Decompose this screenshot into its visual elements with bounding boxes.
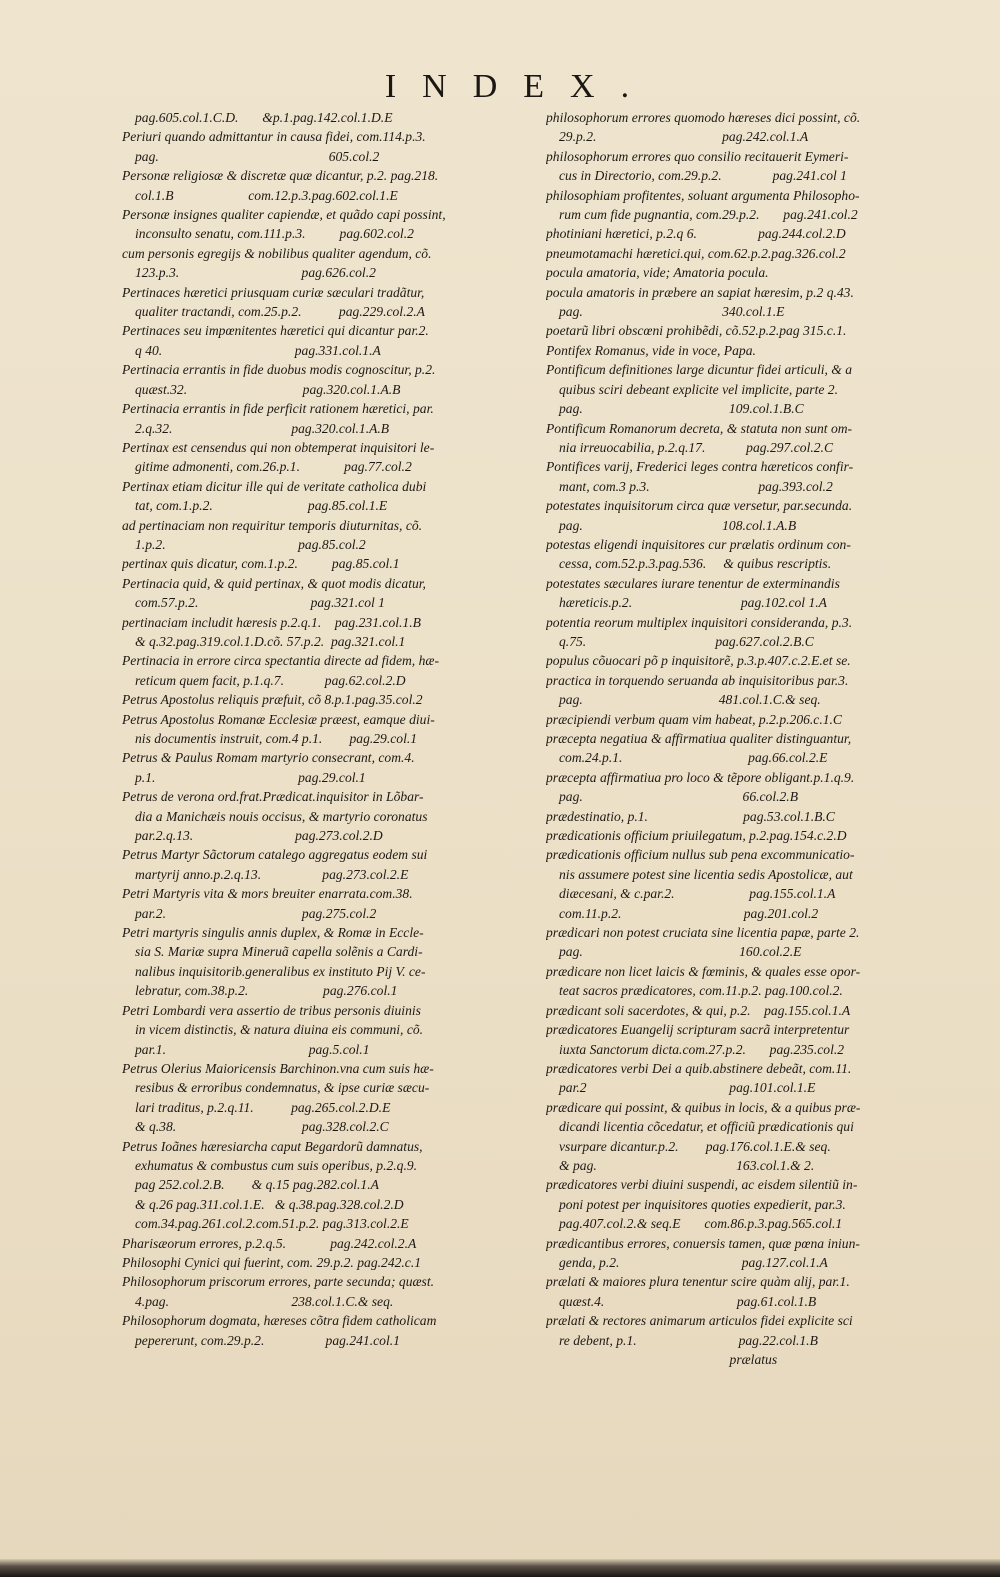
index-entry: [122, 923, 548, 1001]
index-entry: [546, 729, 980, 768]
index-entry: [546, 360, 980, 418]
index-entry-line: philosophiam profitentes, soluant argumenta Philosopho-: [546, 187, 860, 203]
index-entry-line: q 40. pag.331.col.1.A: [135, 342, 381, 358]
index-entry-line: exhumatus & combustus cum suis operibus, p.2.q.9.: [135, 1157, 418, 1173]
index-entry-line: col.1.B com.12.p.3.pag.602.col.1.E: [135, 187, 398, 203]
index-entry-line: prædicant soli sacerdotes, & qui, p.2. pag.155.col.1.A: [546, 1002, 851, 1018]
index-entry: [122, 845, 548, 884]
index-entry-line: populus cõuocari põ p inquisitorẽ, p.3.p.407.c.2.E.et se.: [546, 653, 851, 669]
index-entry-line: teat sacros prædicatores, com.11.p.2. pag.100.col.2.: [559, 983, 843, 999]
index-entry: [546, 962, 980, 1001]
index-entry: [546, 1059, 980, 1098]
index-entry: [546, 341, 980, 360]
index-entry-line: diæcesani, & c.par.2. pag.155.col.1.A: [559, 886, 836, 902]
index-entry-line: philosophorum errores quo consilio recitauerit Eymeri-: [546, 148, 849, 164]
index-entry-line: pag. 109.col.1.B.C: [559, 401, 804, 417]
index-entry: [546, 1020, 980, 1059]
index-entry-line: quæst.32. pag.320.col.1.A.B: [135, 381, 401, 397]
index-entry-line: Personæ religiosæ & discretæ quæ dicantur, p.2. pag.218.: [122, 168, 439, 184]
index-entry: [546, 1001, 980, 1020]
index-entry: [546, 826, 980, 845]
index-entry-line: cum personis egregijs & nobilibus qualiter agendum, cõ.: [122, 245, 432, 261]
index-entry: [546, 845, 980, 923]
index-entry-line: Philosophorum dogmata, hæreses cõtra fidem catholicam: [122, 1313, 437, 1329]
index-entry: [546, 1311, 980, 1350]
index-entry-line: vsurpare dicantur.p.2. pag.176.col.1.E.& seq.: [559, 1138, 831, 1154]
index-entry-line: Petrus Olerius Maioricensis Barchinon.vna cum suis hæ-: [122, 1060, 434, 1076]
index-entry: [122, 613, 548, 652]
index-entry-line: Pertinaces seu impœnitentes hæretici qui dicantur par.2.: [122, 323, 429, 339]
index-entry: [546, 535, 980, 574]
index-entry-line: hæreticis.p.2. pag.102.col 1.A: [559, 595, 827, 611]
index-entry: [546, 768, 980, 807]
index-entry: [546, 651, 980, 670]
index-entry-line: Pontificum Romanorum decreta, & statuta non sunt om-: [546, 420, 853, 436]
index-entry-line: com.57.p.2. pag.321.col 1: [135, 595, 385, 611]
index-entry-line: poetarũ libri obscœni prohibẽdi, cõ.52.p.2.pag 315.c.1.: [546, 323, 847, 339]
index-entry-line: sia S. Mariæ supra Mineruã capella solẽnis a Cardi-: [135, 944, 423, 960]
index-entry-line: gitime admonenti, com.26.p.1. pag.77.col.2: [135, 459, 412, 475]
index-entry-line: Pontificum definitiones large dicuntur fidei articuli, & a: [546, 362, 853, 378]
index-entry-line: cus in Directorio, com.29.p.2. pag.241.col 1: [559, 168, 847, 184]
index-entry-line: 123.p.3. pag.626.col.2: [135, 265, 376, 281]
index-entry-line: Pertinax est censendus qui non obtemperat inquisitori le-: [122, 439, 435, 455]
index-entry-line: Petri martyris singulis annis duplex, & Romæ in Eccle-: [122, 925, 424, 941]
index-entry: [122, 108, 548, 127]
index-entry: [122, 554, 548, 573]
index-entry-line: iuxta Sanctorum dicta.com.27.p.2. pag.235.col.2: [559, 1041, 845, 1057]
index-entry: [122, 477, 548, 516]
index-entry-line: poni potest per inquisitores quoties expedierit, par.3.: [559, 1196, 846, 1212]
index-entry-line: Pertinacia errantis in fide perficit rationem hæretici, par.: [122, 401, 434, 417]
index-entry-line: prædicationis officium nullus sub pena excommunicatio-: [546, 847, 855, 863]
index-column-right: [546, 108, 980, 1369]
index-entry: [122, 283, 548, 322]
index-entry: [546, 1098, 980, 1176]
index-entry-line: pag. 108.col.1.A.B: [559, 517, 797, 533]
index-entry: [122, 787, 548, 845]
index-entry: [546, 224, 980, 243]
index-entry: [546, 283, 980, 322]
index-entry: [122, 399, 548, 438]
index-entry-line: Philosophorum priscorum errores, parte secunda; quæst.: [122, 1274, 435, 1290]
index-entry: [546, 807, 980, 826]
index-entry-line: genda, p.2. pag.127.col.1.A: [559, 1254, 828, 1270]
index-entry-line: & pag. 163.col.1.& 2.: [559, 1157, 815, 1173]
index-entry: [546, 419, 980, 458]
index-entry: [122, 516, 548, 555]
index-entry-line: præcepta affirmatiua pro loco & tẽpore obligant.p.1.q.9.: [546, 769, 855, 785]
index-entry: [122, 166, 548, 205]
index-entry-line: prælati & rectores animarum articulos fidei explicite sci: [546, 1313, 853, 1329]
index-entry-line: tat, com.1.p.2. pag.85.col.1.E: [135, 498, 388, 514]
index-entry-line: nis assumere potest sine licentia sedis Apostolicæ, aut: [559, 866, 853, 882]
index-entry: [546, 263, 980, 282]
index-entry: [546, 1234, 980, 1273]
index-entry-line: præcipiendi verbum quam vim habeat, p.2.p.206.c.1.C: [546, 711, 843, 727]
index-entry-line: pepererunt, com.29.p.2. pag.241.col.1: [135, 1332, 400, 1348]
index-entry-line: resibus & erroribus condemnatus, & ipse curiæ sæcu-: [135, 1080, 430, 1096]
index-entry-line: potentia reorum multiplex inquisitori consideranda, p.3.: [546, 614, 853, 630]
index-entry-line: philosophorum errores quomodo hæreses dici possint, cõ.: [546, 110, 861, 125]
index-entry: [122, 127, 548, 166]
index-entry-line: potestates inquisitorum circa quæ versetur, par.secunda.: [546, 498, 853, 514]
index-entry-line: prædicare qui possint, & quibus in locis, & a quibus præ-: [546, 1099, 861, 1115]
index-entry-line: Pontifices varij, Frederici leges contra hæreticos confir-: [546, 459, 854, 475]
index-entry-line: Petrus & Paulus Romam martyrio consecrant, com.4.: [122, 750, 415, 766]
index-entry-line: prædicatores verbi Dei a quib.abstinere debeãt, com.11.: [546, 1060, 852, 1076]
index-entry-line: præcepta negatiua & affirmatiua qualiter distinguantur,: [546, 731, 852, 746]
index-entry-line: 2.q.32. pag.320.col.1.A.B: [135, 420, 390, 436]
index-entry-line: lebratur, com.38.p.2. pag.276.col.1: [135, 983, 398, 999]
index-entry-line: martyrij anno.p.2.q.13. pag.273.col.2.E: [135, 866, 409, 882]
index-entry-line: ad pertinaciam non requiritur temporis diuturnitas, cõ.: [122, 517, 423, 533]
index-entry: [122, 884, 548, 923]
index-entry: [546, 321, 980, 340]
index-entry-line: Petrus Martyr Sãctorum catalego aggregatus eodem sui: [122, 847, 428, 863]
index-entry: [122, 205, 548, 244]
index-entry-line: Pontifex Romanus, vide in voce, Papa.: [546, 342, 756, 358]
index-entry: [122, 438, 548, 477]
index-entry-line: pocula amatoris in præbere an sapiat hæresim, p.2 q.43.: [546, 284, 854, 300]
index-entry: [546, 1272, 980, 1311]
index-entry: [546, 574, 980, 613]
index-entry: [546, 147, 980, 186]
index-entry-line: pocula amatoria, vide; Amatoria pocula.: [546, 265, 769, 281]
index-entry-line: pag. 605.col.2: [135, 148, 380, 164]
index-entry-line: prædicatores verbi diuini suspendi, ac eisdem silentiũ in-: [546, 1177, 858, 1193]
index-entry: [122, 574, 548, 613]
index-entry-line: 1.p.2. pag.85.col.2: [135, 536, 366, 552]
index-entry-line: quibus sciri debeant explicite vel implicite, parte 2.: [559, 381, 838, 397]
index-entry: [546, 671, 980, 710]
index-entry-line: Petrus de verona ord.frat.Prædicat.inquisitor in Lõbar-: [122, 789, 424, 805]
index-entry: [122, 710, 548, 749]
index-entry-line: prædicari non potest cruciata sine licentia papæ, parte 2.: [546, 925, 860, 941]
index-entry-line: prædicatores Euangelij scripturam sacrã interpretentur: [546, 1022, 850, 1038]
index-entry: [122, 1253, 548, 1272]
index-entry: [546, 457, 980, 496]
index-entry-line: inconsulto senatu, com.111.p.3. pag.602.col.2: [135, 226, 414, 242]
index-column-left: [122, 108, 548, 1350]
index-entry-line: Petrus Apostolus reliquis præfuit, cõ 8.p.1.pag.35.col.2: [122, 692, 423, 708]
index-entry-line: com.24.p.1. pag.66.col.2.E: [559, 750, 828, 766]
index-entry-line: photiniani hæretici, p.2.q 6. pag.244.col.2.D: [546, 226, 846, 242]
index-entry-line: prædicationis officium priuilegatum, p.2.pag.154.c.2.D: [546, 828, 847, 844]
index-entry-line: p.1. pag.29.col.1: [135, 769, 366, 785]
index-entry: [122, 1137, 548, 1234]
index-entry-line: pneumotamachi hæretici.qui, com.62.p.2.pag.326.col.2: [546, 245, 846, 261]
index-entry-line: quæst.4. pag.61.col.1.B: [559, 1293, 817, 1309]
index-entry: [122, 321, 548, 360]
index-entry-line: Pharisæorum errores, p.2.q.5. pag.242.col.2.A: [122, 1235, 417, 1251]
index-entry: [122, 1059, 548, 1137]
index-entry-line: re debent, p.1. pag.22.col.1.B: [559, 1332, 818, 1348]
index-entry-line: Pertinaces hæretici priusquam curiæ sæculari tradãtur,: [122, 284, 425, 300]
index-entry-line: prædicare non licet laicis & fœminis, & quales esse opor-: [546, 963, 861, 979]
index-entry-line: prædicantibus errores, conuersis tamen, quæ pœna iniun-: [546, 1235, 860, 1251]
index-entry-line: Personæ insignes qualiter capiendæ, et quãdo capi possint,: [122, 207, 446, 223]
index-entry-line: prædestinatio, p.1. pag.53.col.1.B.C: [546, 808, 835, 824]
page-header: INDEX.: [384, 68, 656, 105]
index-entry-line: practica in torquendo seruanda ab inquisitoribus par.3.: [546, 672, 849, 688]
index-entry: [122, 690, 548, 709]
index-entry-line: pertinax quis dicatur, com.1.p.2. pag.85.col.1: [122, 556, 400, 572]
page-bottom-edge: [0, 1559, 1000, 1577]
index-entry-line: Pertinacia in errore circa spectantia directe ad fidem, hæ-: [122, 653, 439, 669]
index-entry-line: Pertinacia quid, & quid pertinax, & quot modis dicatur,: [122, 575, 426, 591]
index-entry-line: Petri Lombardi vera assertio de tribus personis diuinis: [122, 1002, 421, 1018]
index-entry: [546, 244, 980, 263]
index-entry: [122, 1001, 548, 1059]
index-entry: [546, 1350, 980, 1369]
index-entry-line: qualiter tractandi, com.25.p.2. pag.229.col.2.A: [135, 304, 425, 320]
index-entry-line: lari traditus, p.2.q.11. pag.265.col.2.D.E: [135, 1099, 391, 1115]
index-entry: [546, 496, 980, 535]
index-entry-line: com.11.p.2. pag.201.col.2: [559, 905, 819, 921]
index-entry: [546, 108, 980, 147]
index-entry-line: prælatus: [546, 1352, 778, 1367]
index-entry-line: Pertinax etiam dicitur ille qui de veritate catholica dubi: [122, 478, 427, 494]
index-entry-line: pag. 481.col.1.C.& seq.: [559, 692, 821, 708]
index-entry-line: & q.38. pag.328.col.2.C: [135, 1119, 389, 1135]
index-entry: [546, 186, 980, 225]
index-entry: [546, 613, 980, 652]
index-entry-line: reticum quem facit, p.1.q.7. pag.62.col.2.D: [135, 672, 406, 688]
index-entry-line: nis documentis instruit, com.4 p.1. pag.29.col.1: [135, 731, 418, 746]
index-entry-line: par.1. pag.5.col.1: [135, 1041, 370, 1057]
index-entry: [122, 651, 548, 690]
index-entry-line: pertinaciam includit hæresis p.2.q.1. pag.231.col.1.B: [122, 614, 421, 630]
index-entry-line: & q.26 pag.311.col.1.E. & q.38.pag.328.col.2.D: [135, 1196, 404, 1212]
index-entry: [122, 360, 548, 399]
index-entry-line: dia a Manichæis nouis occisus, & martyrio coronatus: [135, 808, 428, 824]
index-entry-line: & q.32.pag.319.col.1.D.cõ. 57.p.2. pag.321.col.1: [135, 633, 406, 649]
index-entry: [546, 1175, 980, 1233]
index-entry-line: mant, com.3 p.3. pag.393.col.2: [559, 478, 833, 494]
index-entry-line: par.2.q.13. pag.273.col.2.D: [135, 828, 383, 844]
index-entry-line: pag. 340.col.1.E: [559, 304, 785, 320]
index-entry: [122, 1311, 548, 1350]
index-entry-line: par.2 pag.101.col.1.E: [559, 1080, 816, 1096]
index-entry: [546, 710, 980, 729]
index-entry-line: Philosophi Cynici qui fuerint, com. 29.p.2. pag.242.c.1: [122, 1254, 422, 1270]
index-entry-line: Petri Martyris vita & mors breuiter enarrata.com.38.: [122, 886, 413, 902]
index-entry-line: pag. 66.col.2.B: [559, 789, 799, 805]
index-entry-line: potestates sæculares iurare tenentur de exterminandis: [546, 575, 840, 591]
index-entry-line: dicandi licentia cõcedatur, et officiũ prædicationis qui: [559, 1119, 854, 1135]
index-entry: [122, 1272, 548, 1311]
index-entry-line: 29.p.2. pag.242.col.1.A: [559, 129, 809, 145]
index-entry-line: nalibus inquisitorib.generalibus ex instituto Pij V. ce-: [135, 963, 426, 979]
index-entry: [122, 1234, 548, 1253]
index-entry-line: q.75. pag.627.col.2.B.C: [559, 633, 814, 649]
index-entry-line: in vicem distinctis, & natura diuina eis communi, cõ.: [135, 1022, 424, 1038]
index-entry-line: rum cum fide pugnantia, com.29.p.2. pag.241.col.2: [559, 207, 858, 223]
index-entry-line: Petrus Ioãnes hæresiarcha caput Begardorũ damnatus,: [122, 1138, 423, 1154]
index-entry-line: pag 252.col.2.B. & q.15 pag.282.col.1.A: [135, 1177, 379, 1193]
index-entry-line: 4.pag. 238.col.1.C.& seq.: [135, 1293, 394, 1309]
index-entry-line: nia irreuocabilia, p.2.q.17. pag.297.col.2.C: [559, 439, 834, 455]
index-entry-line: Pertinacia errantis in fide duobus modis cognoscitur, p.2.: [122, 362, 436, 378]
index-entry: [122, 748, 548, 787]
index-entry-line: par.2. pag.275.col.2: [135, 905, 377, 921]
index-entry-line: Petrus Apostolus Romanæ Ecclesiæ præest, eamque diui-: [122, 711, 435, 727]
index-entry-line: pag. 160.col.2.E: [559, 944, 802, 960]
index-entry-line: cessa, com.52.p.3.pag.536. & quibus rescriptis.: [559, 556, 832, 572]
index-entry: [546, 923, 980, 962]
index-entry-line: com.34.pag.261.col.2.com.51.p.2. pag.313.col.2.E: [135, 1216, 409, 1232]
index-entry-line: Periuri quando admittantur in causa fidei, com.114.p.3.: [122, 129, 426, 145]
index-entry: [122, 244, 548, 283]
index-entry-line: pag.605.col.1.C.D. &p.1.pag.142.col.1.D.E: [135, 110, 393, 125]
index-entry-line: prælati & maiores plura tenentur scire quàm alij, par.1.: [546, 1274, 850, 1290]
index-entry-line: pag.407.col.2.& seq.E com.86.p.3.pag.565.col.1: [559, 1216, 843, 1232]
index-entry-line: potestas eligendi inquisitores cur prælatis ordinum con-: [546, 536, 851, 552]
